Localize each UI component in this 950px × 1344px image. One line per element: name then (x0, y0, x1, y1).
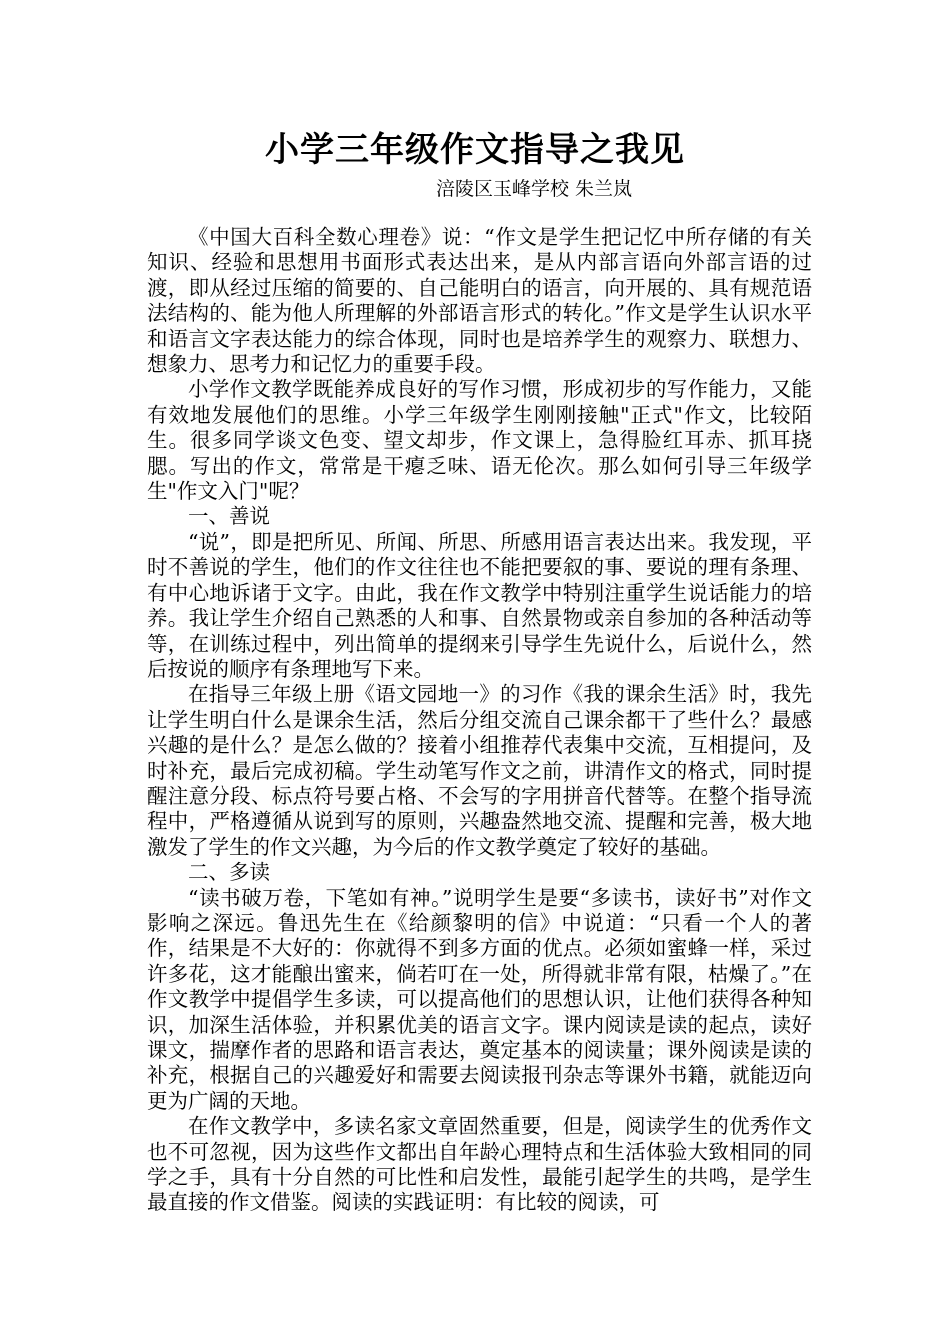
paragraph-speak-2: 在指导三年级上册《语文园地一》的习作《我的课余生活》时，我先让学生明白什么是课余生活，然后分组交流自己课余都干了些什么？最感兴趣的是什么？是怎么做的？接着小组推荐代表集中交流，互相提问，及时补充，最后完成初稿。学生动笔写作文之前，讲清作文的格式，同时提醒注意分段、标点符号要占格、不会写的字用拼音代替等。在整个指导流程中，严格遵循从说到写的原则，兴趣盎然地交流、提醒和完善，极大地激发了学生的作文兴趣，为今后的作文教学奠定了较好的基础。 (147, 682, 812, 859)
author-byline: 涪陵区玉峰学校 朱兰岚 (436, 178, 633, 200)
document-body (147, 225, 812, 1216)
section-heading-read: 二、多读 (188, 860, 270, 885)
paragraph-read-2: 在作文教学中，多读名家文章固然重要，但是，阅读学生的优秀作文也不可忽视，因为这些作文都出自年龄心理特点和生活体验大致相同的同学之手，具有十分自然的可比性和启发性，最能引起学生的共鸣，是学生最直接的作文借鉴。阅读的实践证明：有比较的阅读，可 (147, 1114, 812, 1215)
document-title: 小学三年级作文指导之我见 (265, 130, 685, 170)
paragraph-speak-1: “说”，即是把所见、所闻、所思、所感用语言表达出来。我发现，平时不善说的学生，他们的作文往往也不能把要叙的事、要说的理有条理、有中心地诉诸于文字。由此，我在作文教学中特别注重学生说话能力的培养。我让学生介绍自己熟悉的人和事、自然景物或亲自参加的各种活动等等，在训练过程中，列出简单的提纲来引导学生先说什么，后说什么，然后按说的顺序有条理地写下来。 (147, 529, 812, 681)
paragraph-intro: 《中国大百科全数心理卷》说：“作文是学生把记忆中所存储的有关知识、经验和思想用书面形式表达出来，是从内部言语向外部言语的过渡，即从经过压缩的简要的、自己能明白的语言，向开展的、具有规范语法结构的、能为他人所理解的外部语言形式的转化。”作文是学生认识水平和语言文字表达能力的综合体现，同时也是培养学生的观察力、联想力、想象力、思考力和记忆力的重要手段。 (147, 225, 812, 377)
paragraph-read-1: “读书破万卷，下笔如有神。”说明学生是要“多读书，读好书”对作文影响之深远。鲁迅先生在《给颜黎明的信》中说道：“只看一个人的著作，结果是不大好的：你就得不到多方面的优点。必须如蜜蜂一样，采过许多花，这才能酿出蜜来，倘若叮在一处，所得就非常有限，枯燥了。”在作文教学中提倡学生多读，可以提高他们的思想认识，让他们获得各种知识，加深生活体验，并积累优美的语言文字。课内阅读是读的起点，读好课文，揣摩作者的思路和语言表达，奠定基本的阅读量；课外阅读是读的补充，根据自己的兴趣爱好和需要去阅读报刊杂志等课外书籍，就能迈向更为广阔的天地。 (147, 885, 812, 1113)
paragraph-background: 小学作文教学既能养成良好的写作习惯，形成初步的写作能力，又能有效地发展他们的思维。小学三年级学生刚刚接触"正式"作文，比较陌生。很多同学谈文色变、望文却步，作文课上，急得脸红耳赤、抓耳挠腮。写出的作文，常常是干瘪乏味、语无伦次。那么如何引导三年级学生"作文入门"呢？ (147, 377, 812, 504)
section-heading-speak: 一、善说 (188, 504, 270, 529)
